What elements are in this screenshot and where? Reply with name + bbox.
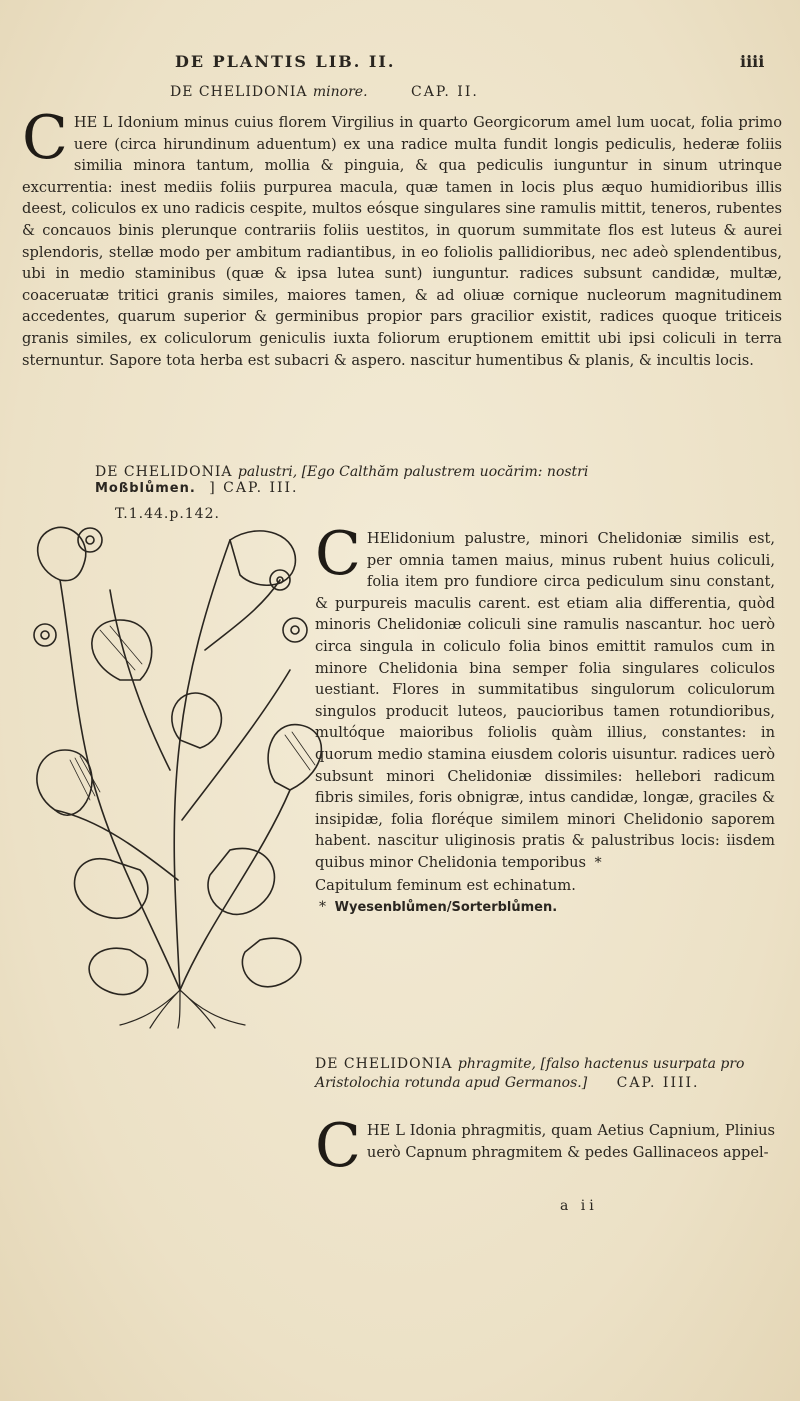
chapter-2-text: HE L Idonium minus cuius florem Virgilius in quarto Georgicorum amel lum uocat, folia primo uere (circa hirundinum aduentum) ex una radice multa fundit longis pediculis, hederæ foliis similia minora tantum, mollia & pinguia, & qua pediculis iunguntur in sinum utrinque excurrentia: inest mediis foliis purpurea macula, quæ tamen in locis plus æquo humidioribus illis deest, coliculos ex uno radicis cespite, multos eósque singulares sine ramulis mittit, teneros, rubentes & concauos binis plerunque contrariis foliis uestitos, in quorum summitate flos est luteus & aurei splendoris, stellæ modo per ambitum radiantibus, in eo foliolis pallidioribus, nec adeò splendentibus, ubi in medio staminibus (quæ & ipsa lutea sunt) iunguntur. radices subsunt candidæ, multæ, coaceruatæ tritici granis similes, maiores tamen, & ad oliuæ cornique nucleorum magnitudinem accedentes, quarum superior & germinibus propior pars gracilior existit, radices quoque triticeis granis similes, ex coliculorum geniculis iuxta foliorum eruptionem emittit ubi ipsi coliculi in terra sternuntur. Sapore tota herba est subacri & aspero. nascitur humentibus & planis, & incultis locis. xyxy=(22,114,782,369)
chapter-2-title-main: DE CHELIDONIA xyxy=(170,84,313,100)
chapter-4-dropcap: C xyxy=(315,1111,361,1181)
chapter-4-title-italic: phragmite, [falso hactenus usurpata pro Aristolochia rotunda apud Germanos.] xyxy=(315,1056,745,1091)
chapter-2-title xyxy=(170,84,690,100)
chapter-4-text: HE L Idonia phragmitis, quam Aetius Capnium, Plinius uerò Capnum phragmitem & pedes Gallinaceos appel- xyxy=(366,1122,775,1161)
chapter-4-body xyxy=(315,1111,775,1181)
figure-reference: T.1.44.p.142. xyxy=(115,506,220,522)
chapter-2-body xyxy=(22,103,782,371)
chapter-3-cap: ] CAP. III. xyxy=(209,480,299,496)
running-head: DE PLANTIS LIB. II. xyxy=(175,52,396,71)
signature-catchword: a ii xyxy=(560,1198,598,1214)
folio-number: iiii xyxy=(740,52,765,71)
chapter-3-title-main: DE CHELIDONIA xyxy=(95,464,238,480)
plant-woodcut-illustration xyxy=(30,520,330,1030)
chapter-3-body xyxy=(315,519,775,919)
chapter-2-dropcap: C xyxy=(22,103,68,173)
annotation-asterisk: * xyxy=(594,854,602,871)
chapter-2-title-italic: minore. xyxy=(312,84,368,100)
chapter-3-dropcap: C xyxy=(315,519,361,589)
annotation-asterisk-2: * xyxy=(319,899,326,916)
chapter-3-note: Capitulum feminum est echinatum. xyxy=(315,876,576,894)
chapter-2-cap: CAP. II. xyxy=(411,84,479,100)
chapter-4-title xyxy=(315,1055,775,1093)
chapter-4-cap: CAP. IIII. xyxy=(616,1075,700,1091)
chapter-3-title-italic: palustri, [Ego Calthăm palustrem uocărim: nostri xyxy=(237,464,589,480)
chapter-3-text: HElidonium palustre, minori Chelidoniæ similis est, per omnia tamen maius, minus rubent huius coliculi, folia item pro fundiore circa pediculum sinu constant, & purpureis maculis carent. est etiam alia differentia, quòd minoris Chelidoniæ coliculi sine ramulis nascantur. hoc uerò circa singula in coliculo folia binos emittit ramulos cum in minore Chelidonia bina semper folia singulares coliculos uestiant. Flores in summitatibus singulorum coliculorum singulos producit luteos, paucioribus tamen rotundioribus, multóque maioribus foliolis quàm illius, constantes: in quorum medio stamina eiusdem coloris uisuntur. radices uerò subsunt minori Chelidoniæ dissimiles: hellebori radicum fibris similes, foris obnigræ, intus candidæ, longæ, graciles & insipidæ, folia floréque similem minori Chelidonio saporem habent. nascitur uliginosis pratis & palustribus locis: iisdem quibus minor Chelidonia temporibus xyxy=(315,530,775,871)
chapter-3-german-name: Moßblůmen. xyxy=(95,481,196,496)
chapter-3-german-names: Wyesenblůmen/Sorterblůmen. xyxy=(334,900,558,916)
chapter-3-title xyxy=(95,464,715,496)
chapter-4-title-main: DE CHELIDONIA xyxy=(315,1056,458,1072)
